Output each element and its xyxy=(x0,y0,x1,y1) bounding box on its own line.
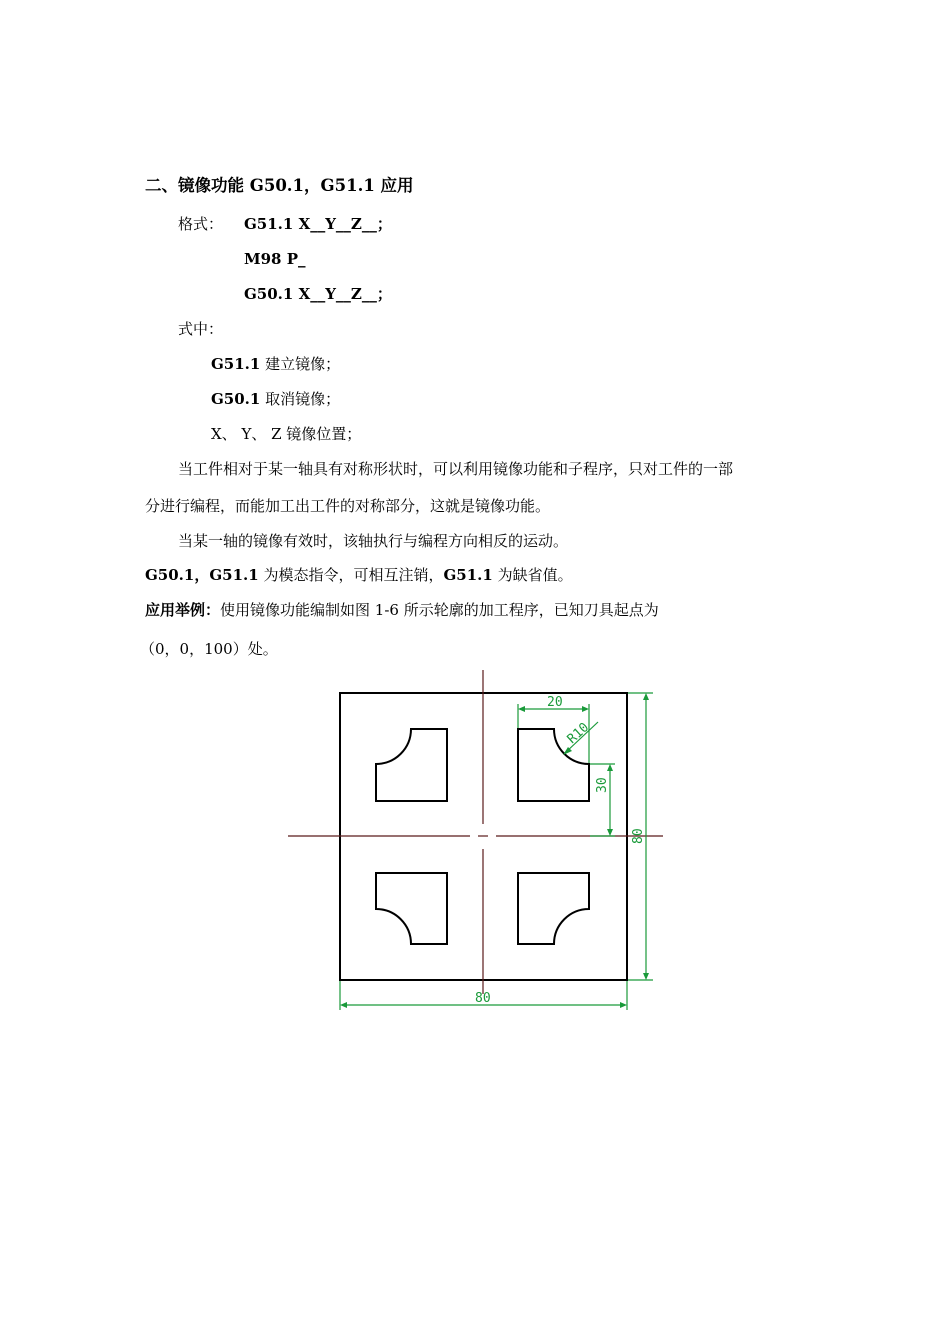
paragraph-3 xyxy=(145,565,573,585)
dim-80-bottom-arrow-right xyxy=(620,1002,627,1008)
dim-20-arrow-left xyxy=(518,706,525,712)
dim-80-bottom-arrow-left xyxy=(340,1002,347,1008)
format-label: 格式： xyxy=(178,215,224,233)
dim-30-text: 30 xyxy=(595,777,610,793)
g511-code: G51.1 xyxy=(211,355,261,373)
example-line-2: （0，0，100）处。 xyxy=(140,640,278,658)
pocket-bottom-right xyxy=(518,873,589,944)
format-line-2: M98 P_ xyxy=(244,250,306,268)
paragraph-1-line-1: 当工件相对于某一轴具有对称形状时，可以利用镜像功能和子程序，只对工件的一部 xyxy=(178,460,734,478)
g501-text: 取消镜像； xyxy=(260,390,341,408)
dim-80-right-text: 80 xyxy=(631,828,646,844)
paragraph-1-line-2: 分进行编程，而能加工出工件的对称部分，这就是镜像功能。 xyxy=(145,497,551,515)
pocket-top-left xyxy=(376,729,447,801)
dim-80-bottom-text: 80 xyxy=(475,991,491,1006)
paragraph-2: 当某一轴的镜像有效时，该轴执行与编程方向相反的运动。 xyxy=(178,532,569,550)
section-heading: 二、镜像功能 G50.1，G51.1 应用 xyxy=(145,176,414,195)
format-line-1: G51.1 X__Y__Z__； xyxy=(244,215,392,233)
default-text: 为缺省值。 xyxy=(492,566,573,584)
pocket-bottom-left xyxy=(376,873,447,944)
example-text: 使用镜像功能编制如图 1-6 所示轮廓的加工程序，已知刀具起点为 xyxy=(220,601,659,619)
example-paragraph xyxy=(145,600,659,620)
g501-description xyxy=(211,389,340,409)
figure-1-6 xyxy=(285,666,675,1016)
example-label: 应用举例： xyxy=(145,601,221,619)
g511-description xyxy=(211,354,340,374)
default-code: G51.1 xyxy=(443,566,493,584)
format-line-3: G50.1 X__Y__Z__； xyxy=(244,285,392,303)
dim-20-arrow-right xyxy=(582,706,589,712)
dim-30-arrow-bottom xyxy=(607,829,613,836)
g511-text: 建立镜像； xyxy=(260,355,341,373)
dim-30-arrow-top xyxy=(607,764,613,771)
dim-r10-text: R10 xyxy=(564,720,593,747)
dim-80-right-arrow-bottom xyxy=(643,973,649,980)
dim-80-right-arrow-top xyxy=(643,693,649,700)
modal-text: 为模态指令，可相互注销， xyxy=(258,566,444,584)
modal-codes: G50.1，G51.1 xyxy=(145,566,259,584)
xyz-description: X、 Y、 Z 镜像位置； xyxy=(211,425,362,443)
where-label: 式中： xyxy=(178,320,224,338)
center-axes xyxy=(288,670,663,994)
dim-20-text: 20 xyxy=(547,695,563,710)
g501-code: G50.1 xyxy=(211,390,261,408)
